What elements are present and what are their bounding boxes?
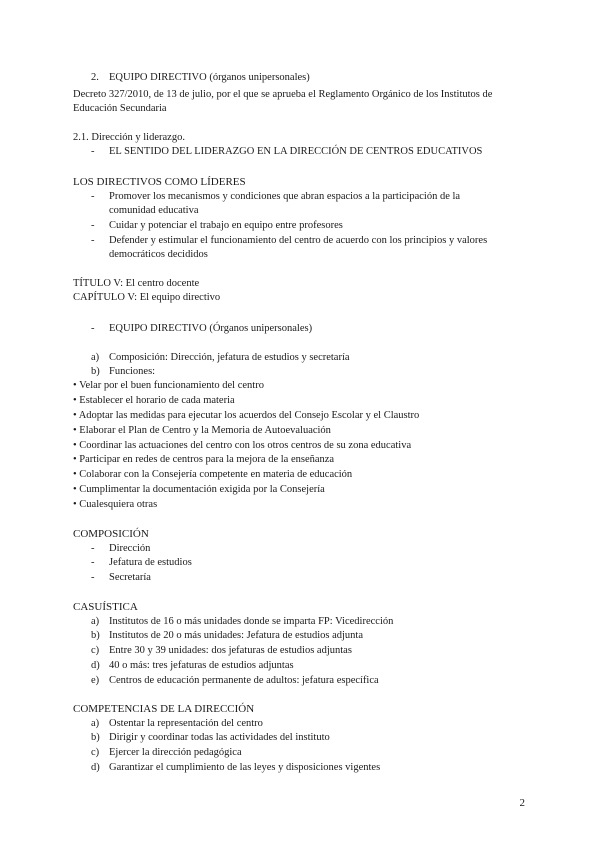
function-item: • Establecer el horario de cada materia bbox=[73, 395, 235, 406]
function-item: • Adoptar las medidas para ejecutar los acuerdos del Consejo Escolar y el Claustro bbox=[73, 410, 420, 421]
competencias-item: Ejercer la dirección pedagógica bbox=[109, 747, 242, 758]
dash-marker: - bbox=[91, 323, 95, 334]
competencias-item: Ostentar la representación del centro bbox=[109, 718, 263, 729]
casuistica-item: Institutos de 16 o más unidades donde se imparta FP: Vicedirección bbox=[109, 616, 394, 627]
leaders-item-1-line-2: comunidad educativa bbox=[109, 205, 199, 216]
section-title: EQUIPO DIRECTIVO (órganos unipersonales) bbox=[109, 72, 310, 83]
function-item: • Participar en redes de centros para la mejora de la enseñanza bbox=[73, 454, 335, 465]
list-marker: a) bbox=[91, 616, 100, 627]
leaders-item-2: Cuidar y potenciar el trabajo en equipo entre profesores bbox=[109, 220, 343, 231]
composicion-heading: COMPOSICIÓN bbox=[73, 528, 149, 540]
casuistica-heading: CASUÍSTICA bbox=[73, 601, 138, 613]
list-marker: b) bbox=[91, 630, 100, 641]
list-marker: b) bbox=[91, 366, 100, 377]
competencias-item: Garantizar el cumplimiento de las leyes y disposiciones vigentes bbox=[109, 762, 381, 773]
competencias-item: Dirigir y coordinar todas las actividades del instituto bbox=[109, 732, 330, 743]
function-item: • Velar por el buen funcionamiento del centro bbox=[73, 380, 264, 391]
page-number: 2 bbox=[519, 797, 525, 809]
dash-marker: - bbox=[91, 543, 95, 554]
dash-marker: - bbox=[91, 146, 95, 157]
list-marker: e) bbox=[91, 675, 100, 686]
list-marker: a) bbox=[91, 718, 100, 729]
dash-marker: - bbox=[91, 557, 95, 568]
function-item: • Colaborar con la Consejería competente en materia de educación bbox=[73, 469, 353, 480]
function-item: • Coordinar las actuaciones del centro con los otros centros de su zona educativa bbox=[73, 440, 412, 451]
list-marker: b) bbox=[91, 732, 100, 743]
list-marker: c) bbox=[91, 645, 100, 656]
composicion-item: Secretaría bbox=[109, 572, 151, 583]
dash-marker: - bbox=[91, 191, 95, 202]
list-marker: a) bbox=[91, 352, 100, 363]
composicion-item: Dirección bbox=[109, 543, 151, 554]
casuistica-item: Institutos de 20 o más unidades: Jefatura de estudios adjunta bbox=[109, 630, 363, 641]
section-number: 2. bbox=[91, 72, 99, 83]
composicion-item: Jefatura de estudios bbox=[109, 557, 192, 568]
function-item: • Elaborar el Plan de Centro y la Memoria de Autoevaluación bbox=[73, 425, 331, 436]
dash-marker: - bbox=[91, 220, 95, 231]
casuistica-item: 40 o más: tres jefaturas de estudios adjuntas bbox=[109, 660, 294, 671]
competencias-heading: COMPETENCIAS DE LA DIRECCIÓN bbox=[73, 703, 255, 715]
leaders-item-3-line-1: Defender y estimular el funcionamiento del centro de acuerdo con los principios y valores bbox=[109, 235, 488, 246]
leaders-item-1-line-1: Promover los mecanismos y condiciones que abran espacios a la participación de la bbox=[109, 191, 461, 202]
equipo-point-funciones: Funciones: bbox=[109, 366, 156, 377]
leaders-heading: LOS DIRECTIVOS COMO LÍDERES bbox=[73, 176, 246, 188]
list-marker: d) bbox=[91, 660, 100, 671]
leaders-item-3-line-2: democráticos decididos bbox=[109, 249, 208, 260]
capitulo-line: CAPÍTULO V: El equipo directivo bbox=[73, 292, 221, 303]
dash-marker: - bbox=[91, 235, 95, 246]
titulo-line: TÍTULO V: El centro docente bbox=[73, 278, 200, 289]
decree-line-2: Educación Secundaria bbox=[73, 103, 167, 114]
equipo-title: EQUIPO DIRECTIVO (Órganos unipersonales) bbox=[109, 323, 313, 334]
dash-marker: - bbox=[91, 572, 95, 583]
casuistica-item: Centros de educación permanente de adultos: jefatura específica bbox=[109, 675, 379, 686]
leadership-title: EL SENTIDO DEL LIDERAZGO EN LA DIRECCIÓN DE CENTROS EDUCATIVOS bbox=[109, 146, 483, 157]
list-marker: d) bbox=[91, 762, 100, 773]
decree-line-1: Decreto 327/2010, de 13 de julio, por el que se aprueba el Reglamento Orgánico de los Institutos de bbox=[73, 89, 493, 100]
subsection-title: 2.1. Dirección y liderazgo. bbox=[73, 132, 185, 143]
list-marker: c) bbox=[91, 747, 100, 758]
casuistica-item: Entre 30 y 39 unidades: dos jefaturas de estudios adjuntas bbox=[109, 645, 352, 656]
function-item: • Cumplimentar la documentación exigida por la Consejería bbox=[73, 484, 325, 495]
equipo-point-composicion: Composición: Dirección, jefatura de estudios y secretaría bbox=[109, 352, 350, 363]
function-item: • Cualesquiera otras bbox=[73, 499, 158, 510]
